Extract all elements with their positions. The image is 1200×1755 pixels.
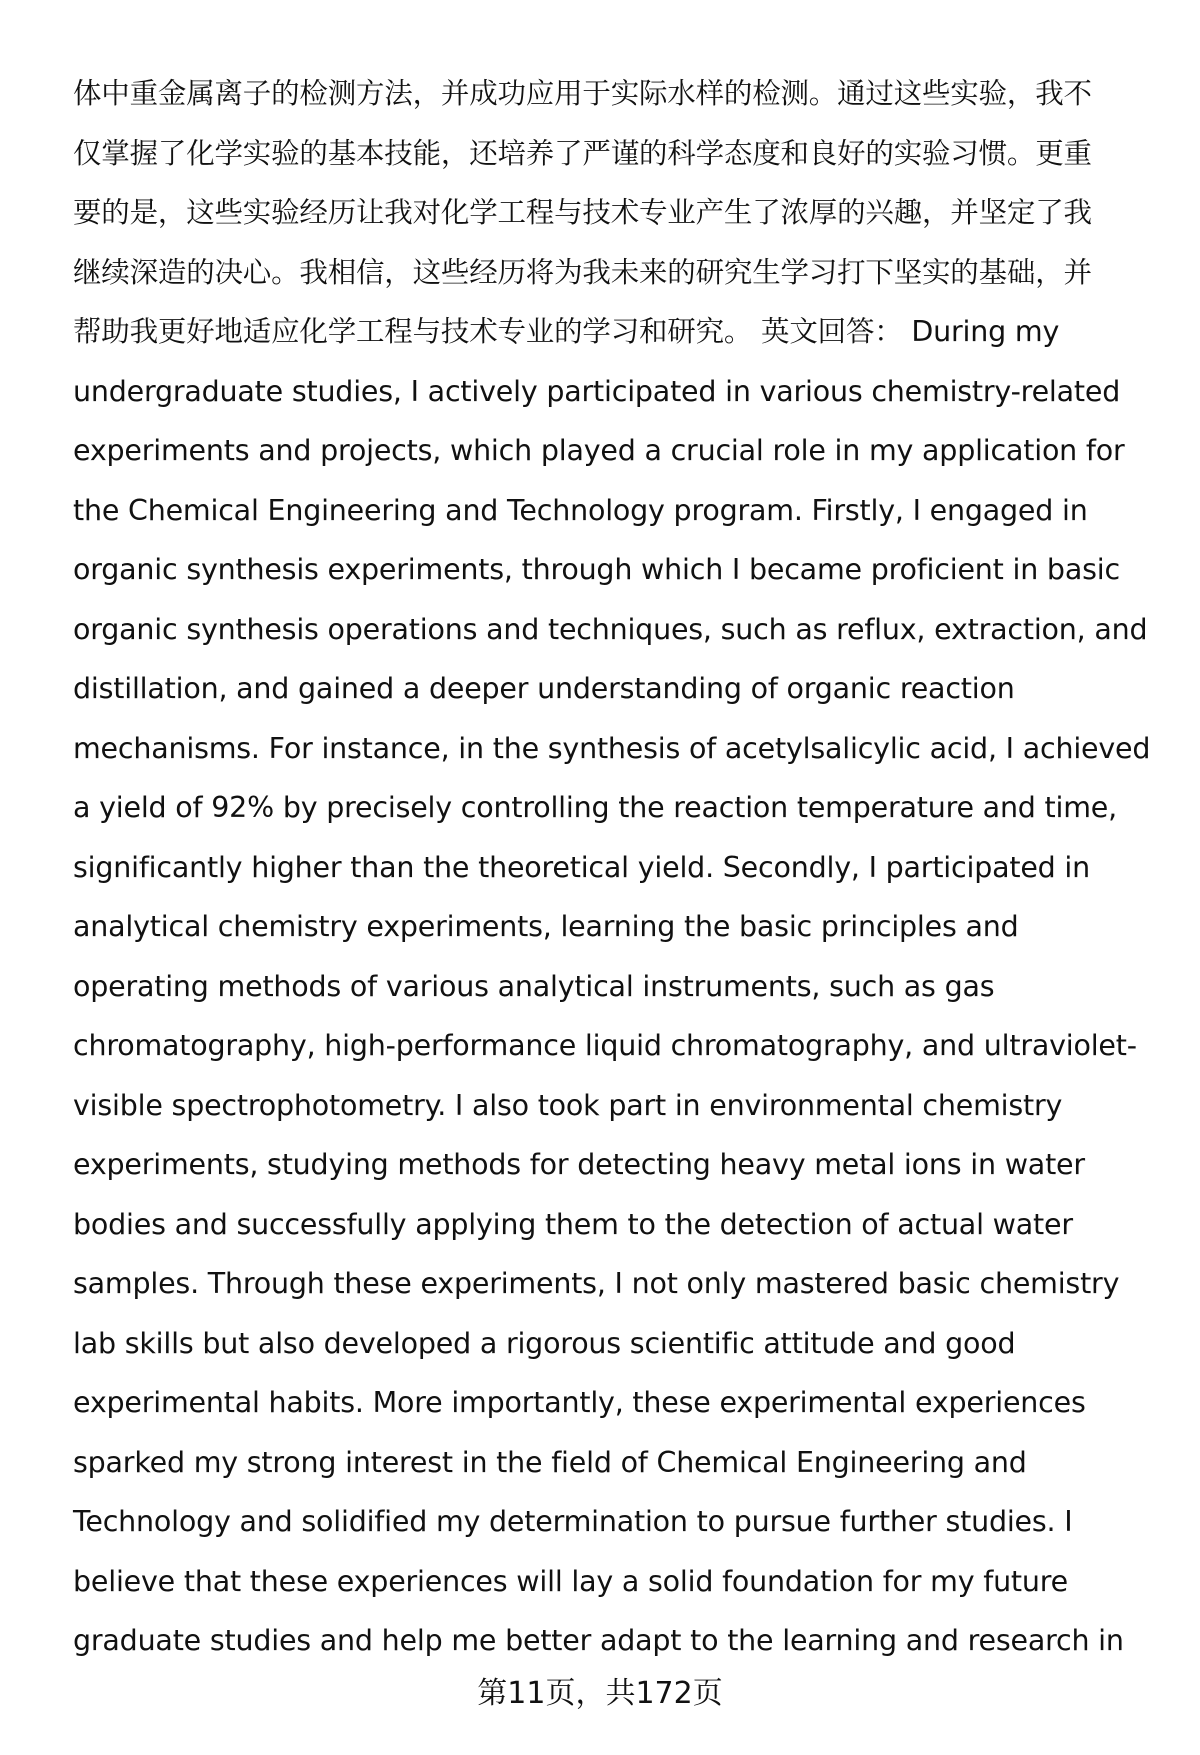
- text-line: organic synthesis experiments, through which I became proficient in basic: [73, 553, 1120, 586]
- text-line: visible spectrophotometry. I also took part in environmental chemistry: [73, 1088, 1063, 1122]
- text-line: 帮助我更好地适应化学工程与技术专业的学习和研究。 英文回答： During my: [73, 315, 1060, 348]
- text-line: 体中重金属离子的检测方法，并成功应用于实际水样的检测。通过这些实验，我不: [73, 77, 1092, 110]
- text-line: bodies and successfully applying them to the detection of actual water: [73, 1207, 1073, 1241]
- text-line: Technology and solidified my determination to pursue further studies. I: [73, 1505, 1073, 1538]
- text-line: distillation, and gained a deeper understanding of organic reaction: [73, 672, 1015, 705]
- text-line: graduate studies and help me better adapt to the learning and research in: [73, 1624, 1124, 1657]
- text-line: believe that these experiences will lay a solid foundation for my future: [73, 1564, 1068, 1598]
- text-line: mechanisms. For instance, in the synthesis of acetylsalicylic acid, I achieved: [73, 731, 1151, 765]
- text-line: chromatography, high-performance liquid chromatography, and ultraviolet-: [73, 1029, 1137, 1062]
- text-line: undergraduate studies, I actively participated in various chemistry-related: [73, 374, 1121, 408]
- document-body: [73, 64, 1163, 1671]
- text-line: 要的是，这些实验经历让我对化学工程与技术专业产生了浓厚的兴趣，并坚定了我: [73, 196, 1092, 229]
- page-number: 第11页，共172页: [477, 1676, 723, 1711]
- text-line: analytical chemistry experiments, learning the basic principles and: [73, 910, 1019, 943]
- text-line: organic synthesis operations and techniques, such as reflux, extraction, and: [73, 612, 1148, 646]
- text-line: operating methods of various analytical instruments, such as gas: [73, 969, 995, 1003]
- text-line: samples. Through these experiments, I not only mastered basic chemistry: [73, 1267, 1120, 1300]
- text-line: a yield of 92% by precisely controlling the reaction temperature and time,: [73, 791, 1118, 824]
- text-line: sparked my strong interest in the field of Chemical Engineering and: [73, 1445, 1027, 1479]
- text-line: lab skills but also developed a rigorous scientific attitude and good: [73, 1326, 1016, 1360]
- text-line: 仅掌握了化学实验的基本技能，还培养了严谨的科学态度和良好的实验习惯。更重: [73, 136, 1092, 170]
- text-line: experimental habits. More importantly, these experimental experiences: [73, 1386, 1086, 1419]
- text-line: the Chemical Engineering and Technology program. Firstly, I engaged in: [73, 493, 1088, 527]
- text-line: experiments, studying methods for detecting heavy metal ions in water: [73, 1148, 1085, 1181]
- text-line: significantly higher than the theoretical yield. Secondly, I participated in: [73, 850, 1090, 884]
- text-line: experiments and projects, which played a crucial role in my application for: [73, 434, 1125, 467]
- text-line: 继续深造的决心。我相信，这些经历将为我未来的研究生学习打下坚实的基础，并: [73, 255, 1092, 289]
